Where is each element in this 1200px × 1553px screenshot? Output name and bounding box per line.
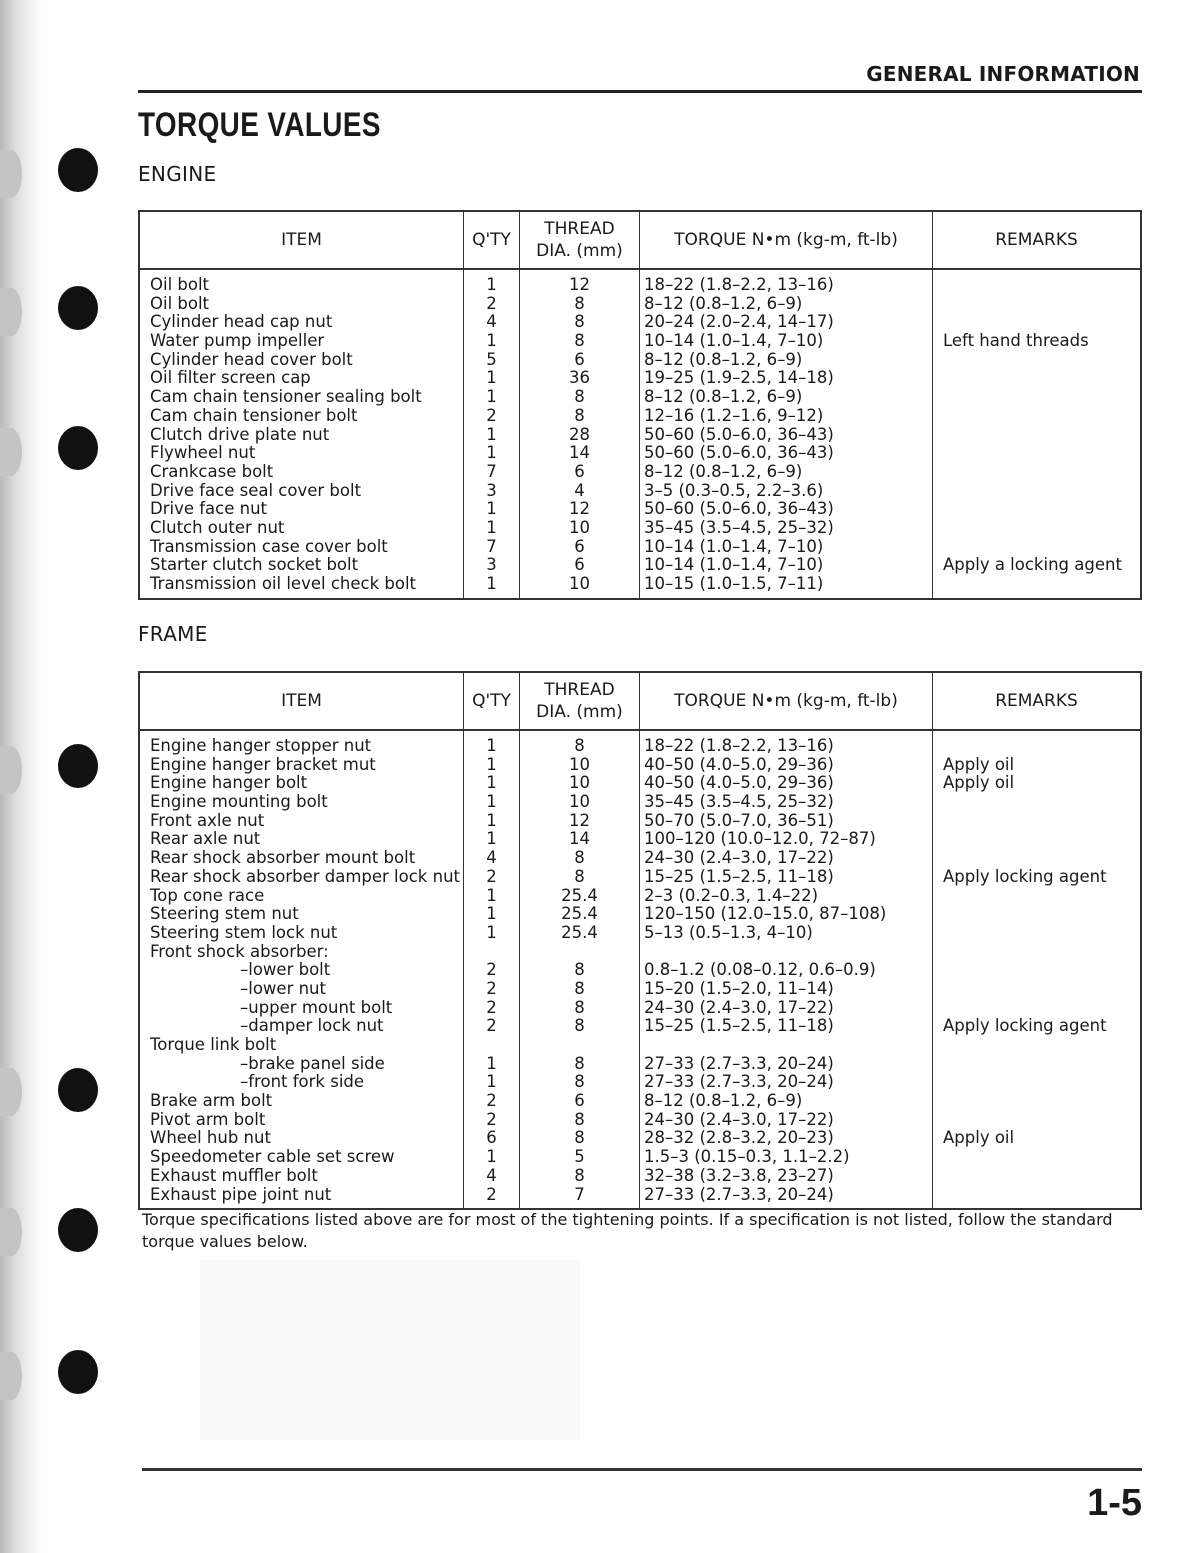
table-cell-torque: 15–20 (1.5–2.0, 11–14) bbox=[644, 978, 834, 998]
table-cell-remarks bbox=[933, 830, 1140, 849]
table-cell-remarks bbox=[933, 276, 1140, 295]
table-cell-remarks bbox=[933, 444, 1140, 463]
table-cell-qty bbox=[464, 943, 519, 962]
item-column bbox=[140, 270, 464, 598]
table-cell-torque: 28–32 (2.8–3.2, 20–23) bbox=[644, 1128, 834, 1148]
table-cell-torque: 40–50 (4.0–5.0, 29–36) bbox=[644, 773, 834, 793]
table-cell-remarks bbox=[933, 388, 1140, 407]
table-cell-remarks bbox=[933, 313, 1140, 332]
table-cell-torque: 8–12 (0.8–1.2, 6–9) bbox=[644, 461, 803, 481]
table-cell-item: Exhaust muffler bolt bbox=[150, 1165, 318, 1185]
punch-hole-bleed bbox=[0, 1068, 22, 1116]
table-cell-qty: 1 bbox=[486, 574, 497, 593]
table-cell-dia: 8 bbox=[574, 866, 585, 886]
table-cell-qty: 1 bbox=[486, 331, 497, 351]
table-cell-remarks bbox=[933, 1092, 1140, 1111]
table-cell-remarks bbox=[933, 924, 1140, 943]
table-cell-item: Flywheel nut bbox=[150, 443, 256, 463]
table-cell-remarks bbox=[933, 1167, 1140, 1186]
table-cell-qty: 1 bbox=[486, 499, 497, 519]
table-cell-torque: 18–22 (1.8–2.2, 13–16) bbox=[644, 736, 834, 755]
table-cell-torque bbox=[640, 1036, 932, 1055]
table-cell-dia: 10 bbox=[569, 754, 590, 774]
table-cell-item: Torque link bolt bbox=[150, 1035, 277, 1054]
table-cell-qty: 1 bbox=[486, 1072, 497, 1092]
table-header bbox=[140, 212, 1140, 270]
table-cell-item: Cylinder head cap nut bbox=[150, 312, 333, 332]
table-cell-torque: 50–60 (5.0–6.0, 36–43) bbox=[644, 499, 834, 519]
table-cell-torque: 15–25 (1.5–2.5, 11–18) bbox=[644, 1016, 834, 1036]
table-cell-torque: 27–33 (2.7–3.3, 20–24) bbox=[644, 1072, 834, 1092]
table-cell-item: –damper lock nut bbox=[240, 1016, 384, 1036]
table-cell-torque: 18–22 (1.8–2.2, 13–16) bbox=[644, 275, 834, 294]
remarks-column bbox=[933, 270, 1140, 598]
table-cell-torque: 1.5–3 (0.15–0.3, 1.1–2.2) bbox=[644, 1147, 850, 1167]
col-header-thread-line1: THREAD bbox=[544, 680, 615, 700]
table-cell-torque: 8–12 (0.8–1.2, 6–9) bbox=[644, 349, 803, 369]
table-cell-remarks bbox=[933, 463, 1140, 482]
footnote: Torque specifications listed above are for most of the tightening points. If a specification is not listed, follow the standard torque values below. bbox=[142, 1210, 1113, 1251]
table-cell-dia: 25.4 bbox=[561, 885, 598, 905]
page-number: 1-5 bbox=[1087, 1482, 1142, 1524]
table-cell-item: –lower bolt bbox=[240, 960, 331, 980]
table-cell-item: Drive face nut bbox=[150, 499, 268, 519]
table-cell-remarks bbox=[933, 519, 1140, 538]
table-cell-item: Wheel hub nut bbox=[150, 1128, 271, 1148]
table-cell-dia: 10 bbox=[569, 517, 590, 537]
table-cell-remarks: Apply locking agent bbox=[943, 866, 1107, 886]
table-cell-dia: 25.4 bbox=[561, 904, 598, 924]
table-cell-qty: 1 bbox=[486, 885, 497, 905]
table-cell-item: Cylinder head cover bolt bbox=[150, 349, 353, 369]
table-cell-dia bbox=[520, 1036, 639, 1055]
table-cell-remarks bbox=[933, 737, 1140, 756]
table-cell-qty: 4 bbox=[486, 312, 497, 332]
table-cell-item: Clutch outer nut bbox=[150, 517, 285, 537]
table-cell-dia: 7 bbox=[574, 1184, 585, 1204]
table-cell-item: –front fork side bbox=[240, 1072, 365, 1092]
col-header-thread bbox=[520, 673, 640, 729]
footer-rule bbox=[142, 1468, 1142, 1471]
table-cell-torque: 10–14 (1.0–1.4, 7–10) bbox=[644, 331, 824, 351]
table-cell-dia: 25.4 bbox=[561, 922, 598, 942]
col-header-item: ITEM bbox=[140, 673, 464, 729]
remarks-column bbox=[933, 731, 1140, 1208]
table-cell-qty: 2 bbox=[486, 960, 497, 980]
punch-hole-bleed bbox=[0, 746, 22, 794]
col-header-remarks: REMARKS bbox=[995, 691, 1078, 711]
table-cell-remarks bbox=[933, 793, 1140, 812]
header-rule bbox=[138, 90, 1142, 93]
table-cell-remarks bbox=[933, 905, 1140, 924]
table-cell-dia: 14 bbox=[569, 443, 590, 463]
table-cell-dia: 8 bbox=[574, 1128, 585, 1148]
table-cell-remarks bbox=[933, 943, 1140, 962]
table-cell-item: Front axle nut bbox=[150, 810, 265, 830]
table-cell-remarks bbox=[933, 961, 1140, 980]
table-cell-qty: 1 bbox=[486, 387, 497, 407]
table-cell-dia: 8 bbox=[574, 387, 585, 407]
table-cell-item: Oil filter screen cap bbox=[150, 368, 311, 388]
table-cell-remarks bbox=[933, 999, 1140, 1018]
table-cell-qty: 6 bbox=[486, 1128, 497, 1148]
table-cell-remarks: Apply oil bbox=[943, 754, 1015, 774]
table-cell-remarks bbox=[933, 812, 1140, 831]
table-cell-qty: 1 bbox=[486, 517, 497, 537]
table-cell-torque: 5–13 (0.5–1.3, 4–10) bbox=[644, 922, 813, 942]
table-cell-item: Transmission oil level check bolt bbox=[150, 574, 416, 593]
punch-hole-bleed bbox=[0, 1352, 22, 1400]
punch-hole-bleed bbox=[0, 428, 22, 476]
table-cell-qty: 2 bbox=[486, 997, 497, 1017]
frame-heading: FRAME bbox=[138, 622, 208, 646]
table-cell-torque: 10–15 (1.0–1.5, 7–11) bbox=[644, 574, 824, 593]
punch-hole bbox=[58, 148, 98, 192]
punch-hole bbox=[58, 1350, 98, 1394]
table-cell-item: Speedometer cable set screw bbox=[150, 1147, 395, 1167]
table-cell-torque bbox=[640, 943, 932, 962]
table-cell-torque: 20–24 (2.0–2.4, 14–17) bbox=[644, 312, 834, 332]
table-cell-qty: 3 bbox=[486, 480, 497, 500]
table-cell-qty: 2 bbox=[486, 1016, 497, 1036]
table-cell-dia: 5 bbox=[574, 1147, 585, 1167]
item-column bbox=[140, 731, 464, 1208]
table-cell-torque: 24–30 (2.4–3.0, 17–22) bbox=[644, 1109, 834, 1129]
table-body bbox=[140, 270, 1140, 598]
table-cell-item: Oil bolt bbox=[150, 275, 210, 294]
table-cell-qty: 2 bbox=[486, 978, 497, 998]
table-cell-qty: 1 bbox=[486, 810, 497, 830]
table-cell-remarks: Left hand threads bbox=[943, 331, 1089, 351]
table-cell-torque: 3–5 (0.3–0.5, 2.2–3.6) bbox=[644, 480, 824, 500]
table-cell-torque: 8–12 (0.8–1.2, 6–9) bbox=[644, 1091, 803, 1111]
punch-hole-bleed bbox=[0, 288, 22, 336]
table-cell-qty: 1 bbox=[486, 368, 497, 388]
col-header-qty: Q'TY bbox=[464, 673, 520, 729]
table-cell-dia: 6 bbox=[574, 555, 585, 575]
table-cell-dia: 6 bbox=[574, 349, 585, 369]
table-cell-remarks bbox=[933, 369, 1140, 388]
page-title: TORQUE VALUES bbox=[138, 106, 381, 144]
thread-column bbox=[520, 270, 640, 598]
table-cell-item: –lower nut bbox=[240, 978, 326, 998]
table-cell-dia: 8 bbox=[574, 848, 585, 868]
bleed-through-shadow bbox=[200, 1260, 580, 1440]
punch-hole bbox=[58, 1208, 98, 1252]
table-cell-torque: 19–25 (1.9–2.5, 14–18) bbox=[644, 368, 834, 388]
col-header-remarks: REMARKS bbox=[995, 230, 1078, 250]
table-cell-dia: 8 bbox=[574, 1072, 585, 1092]
table-cell-qty: 1 bbox=[486, 792, 497, 812]
table-cell-remarks bbox=[933, 1148, 1140, 1167]
table-cell-item: Top cone race bbox=[150, 885, 265, 905]
table-cell-remarks bbox=[933, 295, 1140, 314]
table-cell-remarks bbox=[933, 1036, 1140, 1055]
table-cell-item: Oil bolt bbox=[150, 293, 210, 313]
table-cell-item: Front shock absorber: bbox=[150, 941, 329, 961]
punch-hole bbox=[58, 286, 98, 330]
table-cell-remarks bbox=[933, 426, 1140, 445]
table-cell-qty: 1 bbox=[486, 736, 497, 755]
table-cell-remarks bbox=[933, 849, 1140, 868]
table-cell-torque: 27–33 (2.7–3.3, 20–24) bbox=[644, 1053, 834, 1073]
table-cell-remarks: Apply oil bbox=[943, 773, 1015, 793]
table-cell-qty: 7 bbox=[486, 536, 497, 556]
table-cell-qty: 1 bbox=[486, 922, 497, 942]
table-cell-torque: 12–16 (1.2–1.6, 9–12) bbox=[644, 405, 824, 425]
table-cell-qty: 7 bbox=[486, 461, 497, 481]
col-header-qty: Q'TY bbox=[464, 212, 520, 268]
table-cell-qty: 1 bbox=[486, 1147, 497, 1167]
table-cell-remarks bbox=[933, 887, 1140, 906]
table-cell-dia: 8 bbox=[574, 331, 585, 351]
table-body bbox=[140, 731, 1140, 1208]
punch-hole bbox=[58, 426, 98, 470]
section-header: GENERAL INFORMATION bbox=[866, 62, 1140, 86]
frame-torque-table bbox=[138, 671, 1142, 1210]
table-cell-torque: 50–70 (5.0–7.0, 36–51) bbox=[644, 810, 834, 830]
engine-heading: ENGINE bbox=[138, 162, 217, 186]
table-cell-torque: 27–33 (2.7–3.3, 20–24) bbox=[644, 1184, 834, 1204]
table-cell-dia: 14 bbox=[569, 829, 590, 849]
table-cell-item: Steering stem lock nut bbox=[150, 922, 338, 942]
table-cell-qty: 4 bbox=[486, 848, 497, 868]
table-cell-remarks bbox=[933, 351, 1140, 370]
col-header-torque: TORQUE N•m (kg-m, ft-lb) bbox=[640, 673, 933, 729]
table-cell-torque: 24–30 (2.4–3.0, 17–22) bbox=[644, 997, 834, 1017]
table-cell-item: Engine hanger bolt bbox=[150, 773, 308, 793]
table-cell-qty: 3 bbox=[486, 555, 497, 575]
table-cell-item: Rear shock absorber damper lock nut bbox=[150, 866, 460, 886]
table-cell-dia: 6 bbox=[574, 461, 585, 481]
table-cell-dia: 8 bbox=[574, 1165, 585, 1185]
table-cell-qty: 4 bbox=[486, 1165, 497, 1185]
table-cell-qty: 1 bbox=[486, 904, 497, 924]
table-cell-torque: 24–30 (2.4–3.0, 17–22) bbox=[644, 848, 834, 868]
table-cell-dia: 8 bbox=[574, 1016, 585, 1036]
table-cell-dia: 6 bbox=[574, 536, 585, 556]
table-cell-qty: 2 bbox=[486, 1091, 497, 1111]
table-cell-remarks bbox=[933, 575, 1140, 594]
table-cell-qty: 2 bbox=[486, 1109, 497, 1129]
table-cell-remarks bbox=[933, 980, 1140, 999]
table-cell-qty: 2 bbox=[486, 866, 497, 886]
table-cell-item: Crankcase bolt bbox=[150, 461, 274, 481]
qty-column bbox=[464, 731, 520, 1208]
table-cell-item: Rear shock absorber mount bolt bbox=[150, 848, 416, 868]
table-cell-torque: 2–3 (0.2–0.3, 1.4–22) bbox=[644, 885, 819, 905]
table-cell-torque: 15–25 (1.5–2.5, 11–18) bbox=[644, 866, 834, 886]
punch-hole-bleed bbox=[0, 150, 22, 198]
table-cell-qty: 1 bbox=[486, 275, 497, 294]
table-cell-torque: 8–12 (0.8–1.2, 6–9) bbox=[644, 293, 803, 313]
table-cell-item: –brake panel side bbox=[240, 1053, 385, 1073]
punch-hole bbox=[58, 744, 98, 788]
table-cell-dia: 8 bbox=[574, 736, 585, 755]
table-cell-item: Clutch drive plate nut bbox=[150, 424, 330, 444]
table-cell-remarks bbox=[933, 1111, 1140, 1130]
table-cell-qty: 5 bbox=[486, 349, 497, 369]
table-cell-remarks bbox=[933, 407, 1140, 426]
punch-hole bbox=[58, 1068, 98, 1112]
table-cell-qty: 1 bbox=[486, 754, 497, 774]
table-cell-dia: 8 bbox=[574, 960, 585, 980]
table-cell-qty: 1 bbox=[486, 773, 497, 793]
table-cell-qty: 1 bbox=[486, 1053, 497, 1073]
table-cell-torque: 32–38 (3.2–3.8, 23–27) bbox=[644, 1165, 834, 1185]
table-cell-dia: 28 bbox=[569, 424, 590, 444]
table-cell-dia: 4 bbox=[574, 480, 585, 500]
table-cell-item: Water pump impeller bbox=[150, 331, 325, 351]
qty-column bbox=[464, 270, 520, 598]
col-header-torque: TORQUE N•m (kg-m, ft-lb) bbox=[640, 212, 933, 268]
table-cell-qty: 2 bbox=[486, 1184, 497, 1204]
table-cell-remarks bbox=[933, 1186, 1140, 1205]
table-cell-torque: 50–60 (5.0–6.0, 36–43) bbox=[644, 424, 834, 444]
table-cell-item: Engine mounting bolt bbox=[150, 792, 328, 812]
col-header-thread-line2: DIA. (mm) bbox=[536, 702, 623, 722]
table-cell-remarks bbox=[933, 538, 1140, 557]
table-cell-remarks: Apply oil bbox=[943, 1128, 1015, 1148]
table-cell-qty: 1 bbox=[486, 829, 497, 849]
table-cell-item: Engine hanger bracket mut bbox=[150, 754, 376, 774]
punch-hole-bleed bbox=[0, 1208, 22, 1256]
table-cell-dia: 8 bbox=[574, 978, 585, 998]
table-cell-dia bbox=[520, 943, 639, 962]
table-cell-torque: 10–14 (1.0–1.4, 7–10) bbox=[644, 536, 824, 556]
table-cell-item: Rear axle nut bbox=[150, 829, 261, 849]
col-header-item: ITEM bbox=[140, 212, 464, 268]
table-cell-dia: 8 bbox=[574, 405, 585, 425]
table-cell-qty: 2 bbox=[486, 293, 497, 313]
table-cell-torque: 100–120 (10.0–12.0, 72–87) bbox=[644, 829, 876, 849]
table-cell-dia: 8 bbox=[574, 1109, 585, 1129]
table-cell-remarks: Apply a locking agent bbox=[943, 555, 1122, 575]
table-cell-item: Transmission case cover bolt bbox=[150, 536, 388, 556]
table-cell-item: Drive face seal cover bolt bbox=[150, 480, 362, 500]
table-cell-dia: 8 bbox=[574, 997, 585, 1017]
table-cell-dia: 6 bbox=[574, 1091, 585, 1111]
table-cell-qty: 1 bbox=[486, 443, 497, 463]
torque-column bbox=[640, 270, 933, 598]
table-cell-qty bbox=[464, 1036, 519, 1055]
table-cell-item: Cam chain tensioner sealing bolt bbox=[150, 387, 422, 407]
table-cell-dia: 8 bbox=[574, 293, 585, 313]
table-cell-torque: 0.8–1.2 (0.08–0.12, 0.6–0.9) bbox=[644, 960, 876, 980]
table-cell-torque: 35–45 (3.5–4.5, 25–32) bbox=[644, 792, 834, 812]
table-cell-remarks bbox=[933, 1055, 1140, 1074]
table-cell-torque: 40–50 (4.0–5.0, 29–36) bbox=[644, 754, 834, 774]
table-cell-torque: 50–60 (5.0–6.0, 36–43) bbox=[644, 443, 834, 463]
table-cell-item: Engine hanger stopper nut bbox=[150, 736, 372, 755]
table-cell-remarks: Apply locking agent bbox=[943, 1016, 1107, 1036]
col-header-thread-line1: THREAD bbox=[544, 219, 615, 239]
table-cell-torque: 8–12 (0.8–1.2, 6–9) bbox=[644, 387, 803, 407]
table-cell-item: Pivot arm bolt bbox=[150, 1109, 266, 1129]
table-cell-item: Cam chain tensioner bolt bbox=[150, 405, 358, 425]
table-cell-dia: 8 bbox=[574, 1053, 585, 1073]
table-cell-item: Starter clutch socket bolt bbox=[150, 555, 359, 575]
table-cell-dia: 12 bbox=[569, 499, 590, 519]
col-header-thread-line2: DIA. (mm) bbox=[536, 241, 623, 261]
thread-column bbox=[520, 731, 640, 1208]
table-cell-item: –upper mount bolt bbox=[240, 997, 393, 1017]
table-cell-torque: 10–14 (1.0–1.4, 7–10) bbox=[644, 555, 824, 575]
table-cell-item: Exhaust pipe joint nut bbox=[150, 1184, 332, 1204]
table-cell-remarks bbox=[933, 1073, 1140, 1092]
table-cell-dia: 8 bbox=[574, 312, 585, 332]
table-cell-remarks bbox=[933, 482, 1140, 501]
table-cell-item: Steering stem nut bbox=[150, 904, 299, 924]
table-cell-torque: 120–150 (12.0–15.0, 87–108) bbox=[644, 904, 887, 924]
table-cell-dia: 10 bbox=[569, 574, 590, 593]
engine-torque-table bbox=[138, 210, 1142, 600]
table-cell-dia: 12 bbox=[569, 275, 590, 294]
table-header bbox=[140, 673, 1140, 731]
table-cell-qty: 1 bbox=[486, 424, 497, 444]
table-cell-dia: 36 bbox=[569, 368, 590, 388]
col-header-thread bbox=[520, 212, 640, 268]
table-cell-torque: 35–45 (3.5–4.5, 25–32) bbox=[644, 517, 834, 537]
table-cell-remarks bbox=[933, 500, 1140, 519]
torque-column bbox=[640, 731, 933, 1208]
table-cell-dia: 10 bbox=[569, 773, 590, 793]
table-cell-qty: 2 bbox=[486, 405, 497, 425]
table-cell-item: Brake arm bolt bbox=[150, 1091, 273, 1111]
table-cell-dia: 10 bbox=[569, 792, 590, 812]
table-cell-dia: 12 bbox=[569, 810, 590, 830]
